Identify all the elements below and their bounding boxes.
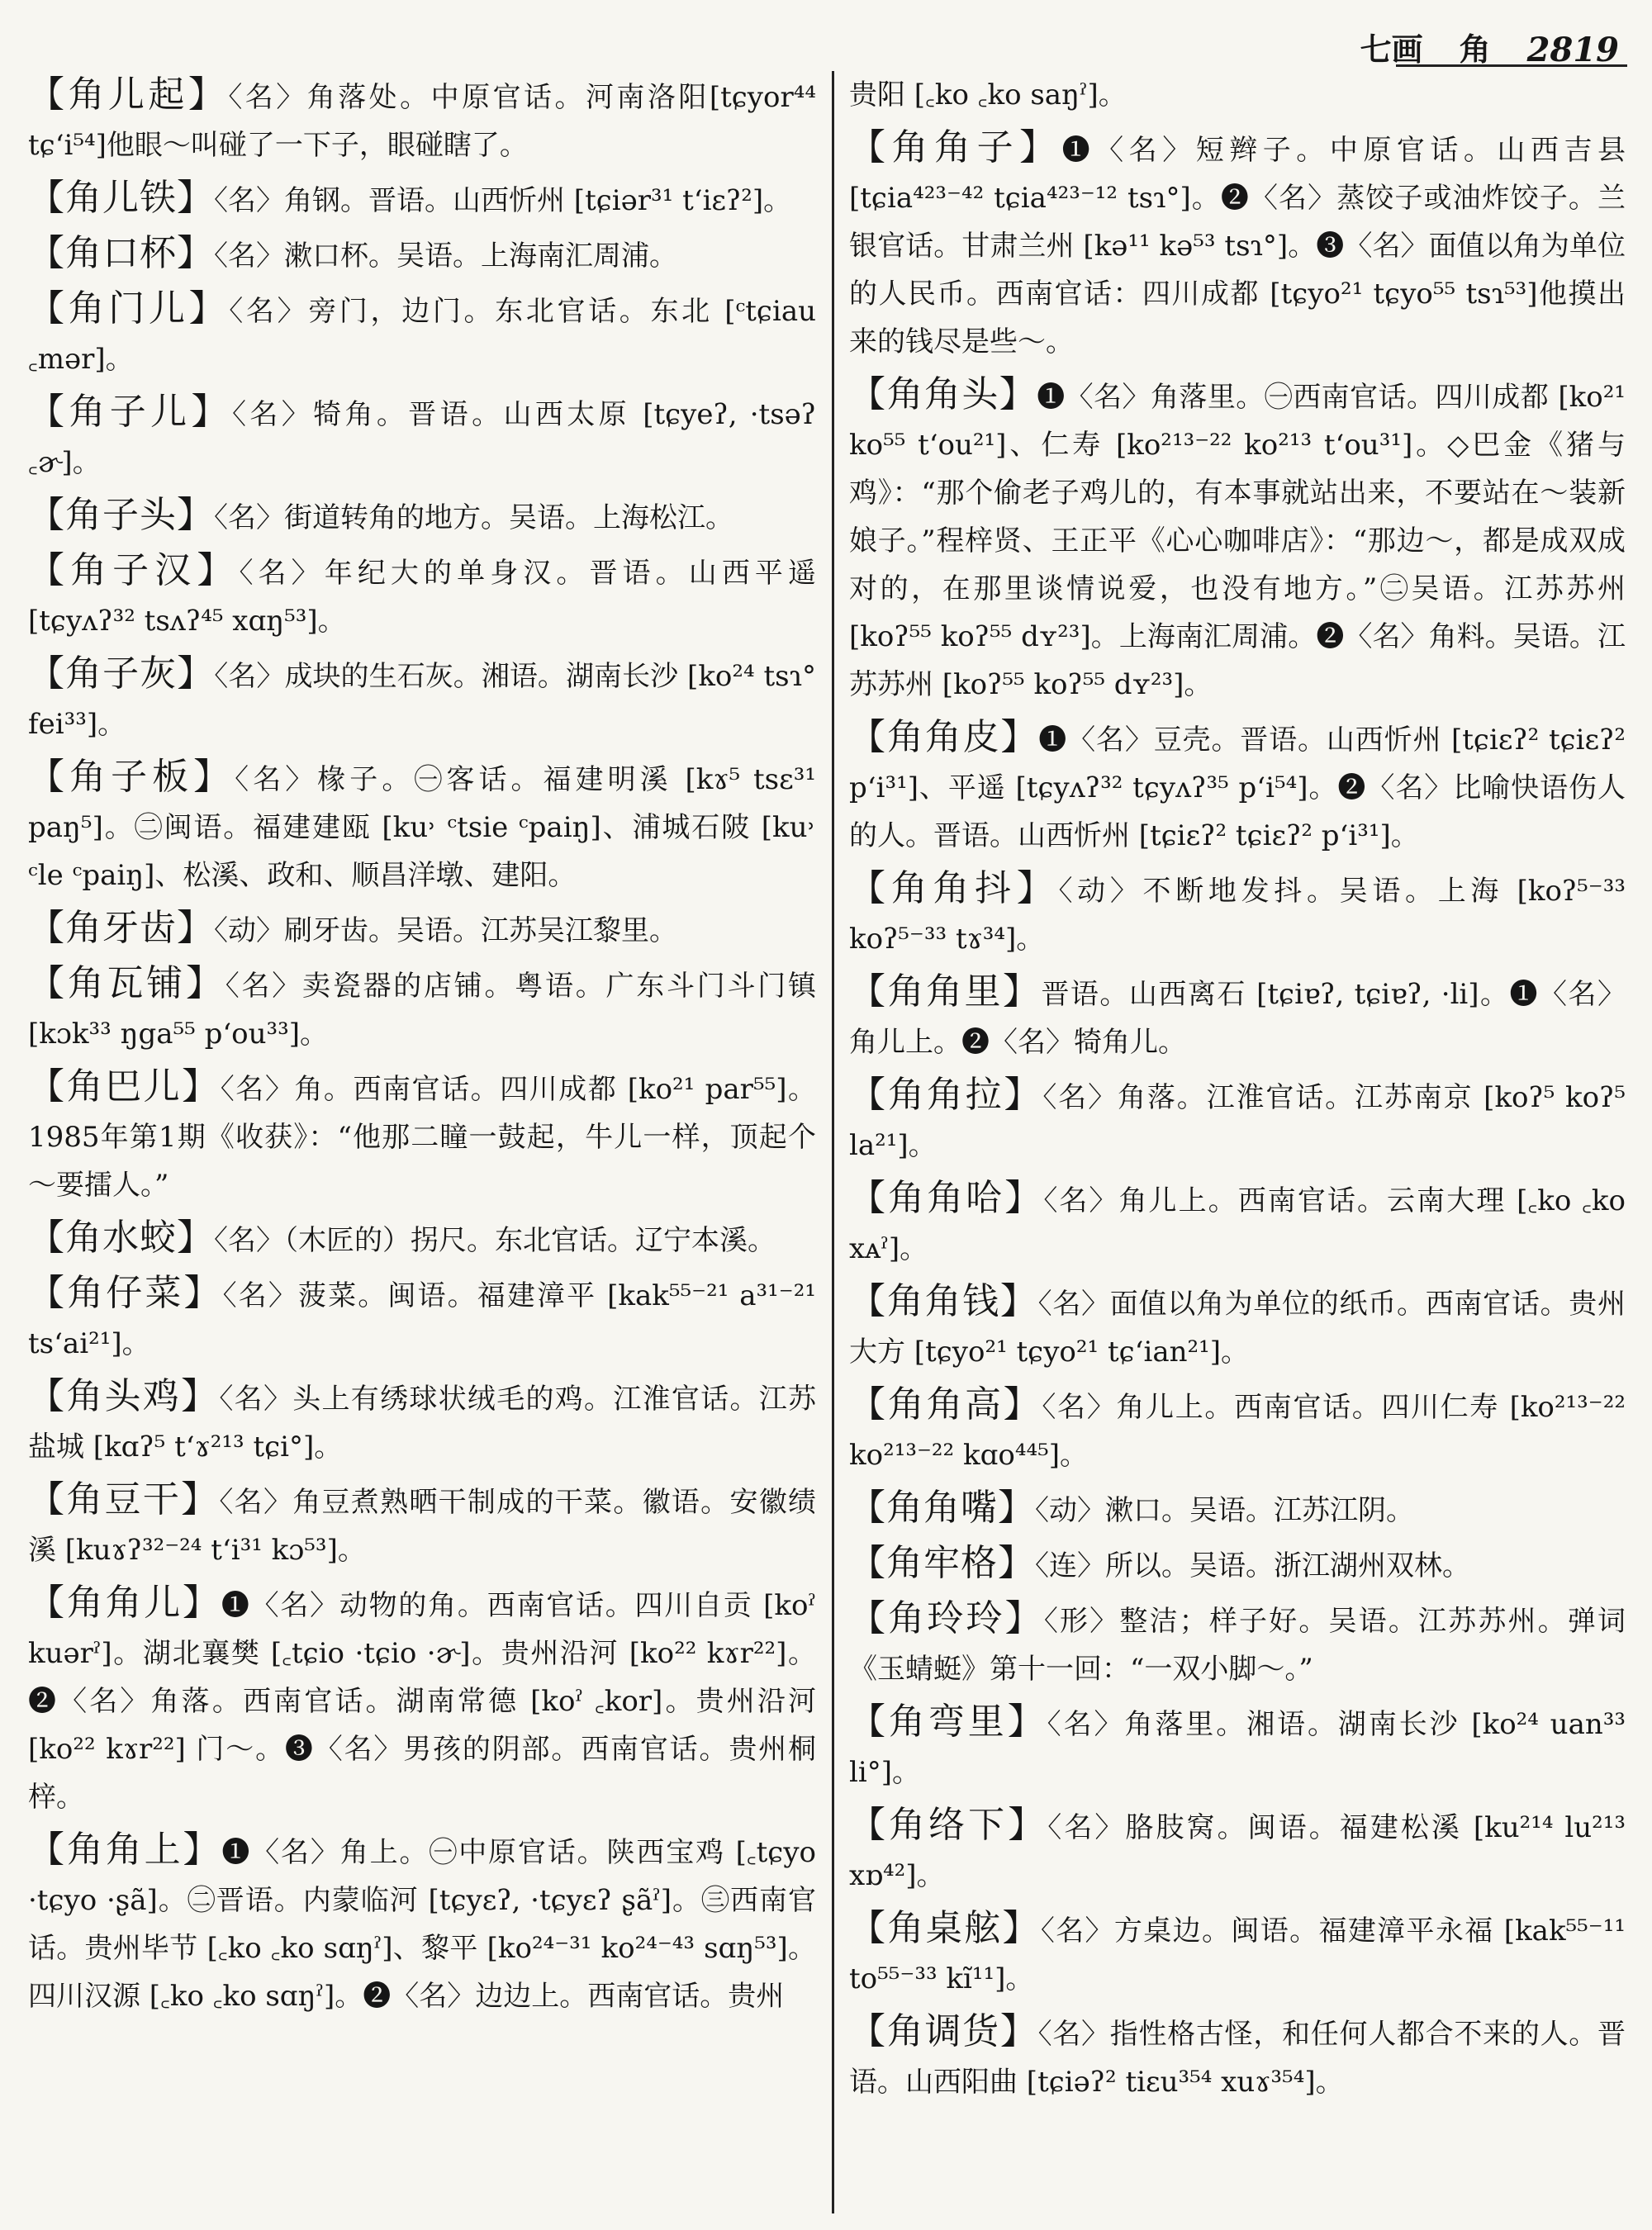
entry-definition: ❶〈名〉角落里。㊀西南官话。四川成都 [ko²¹ ko⁵⁵ tʻou²¹]、仁寿 [ko²¹³⁻²² ko²¹³ tʻou³¹]。◇巴金《猪与鸡》：“那个偷老子鸡儿的，有本事就站出来，不要站在～装新娘子。”程梓贤、王正平《心心咖啡店》：“那边～，都是成双成对的，在那里谈情说爱，也没有地方。”㊁吴语。江苏苏州 [koʔ⁵⁵ koʔ⁵⁵ dʏ²³]。上海南汇周浦。❷〈名〉角料。吴语。江苏苏州 [koʔ⁵⁵ koʔ⁵⁵ dʏ²³]。: [849, 381, 1626, 701]
entry-definition: 晋语。山西离石 [tɕiɐʔ, tɕiɐʔ, ·li]。❶〈名〉角儿上。❷〈名〉犄角儿。: [849, 978, 1626, 1059]
dictionary-entry-continuation: [849, 71, 1626, 119]
entry-headword: 【角巴儿】: [28, 1065, 221, 1108]
entry-headword: 【角角嘴】: [849, 1487, 1035, 1529]
dictionary-entry: [849, 968, 1626, 1066]
entry-headword: 【角角里】: [849, 970, 1042, 1013]
entry-headword: 【角儿铁】: [28, 177, 214, 219]
header-chapter: 七画: [1360, 31, 1423, 68]
entry-definition: 〈名〉漱口杯。吴语。上海南汇周浦。: [214, 240, 677, 273]
dictionary-entry: [849, 1905, 1626, 2003]
dictionary-entry: [849, 1484, 1626, 1535]
entry-headword: 【角子灰】: [28, 652, 215, 695]
entry-definition: 〈名〉头上有绣球状绒毛的鸡。江淮官话。江苏盐城 [kɑʔ⁵ tʻɤ²¹³ tɕi°]。: [28, 1383, 817, 1464]
dictionary-entry: [28, 1826, 816, 2020]
entry-definition: 〈连〉所以。吴语。浙江湖州双林。: [1035, 1549, 1470, 1582]
dictionary-entry: [849, 1698, 1626, 1796]
entry-headword: 【角角头】: [849, 373, 1037, 415]
entry-headword: 【角子汉】: [28, 549, 240, 591]
dictionary-entry: [849, 1595, 1626, 1693]
dictionary-entry: [849, 1278, 1626, 1376]
entry-definition: 〈名〉面值以角为单位的纸币。西南官话。贵州大方 [tɕyo²¹ tɕyo²¹ tɕʻian²¹]。: [849, 1288, 1626, 1369]
dictionary-entry: [28, 650, 816, 748]
entry-headword: 【角口杯】: [28, 232, 214, 274]
entry-definition: 〈动〉不断地发抖。吴语。上海 [koʔ⁵⁻³³ koʔ⁵⁻³³ tɤ³⁴]。: [849, 875, 1626, 956]
entry-definition: 〈名〉角钢。晋语。山西忻州 [tɕiər³¹ tʻiɛʔ²]。: [214, 184, 792, 217]
entry-definition: 〈名〉角儿上。西南官话。云南大理 [꜀ko ꜀ko xᴀˀ]。: [849, 1184, 1626, 1265]
dictionary-entry: [849, 1174, 1626, 1273]
entry-headword: 【角角钱】: [849, 1280, 1038, 1322]
entry-definition: 〈名〉角落。江淮官话。江苏南京 [koʔ⁵ koʔ⁵ la²¹]。: [849, 1081, 1626, 1162]
dictionary-entry: [28, 1579, 816, 1821]
dictionary-entry: [28, 1063, 816, 1209]
entry-definition: 〈名〉方桌边。闽语。福建漳平永福 [kak⁵⁵⁻¹¹ to⁵⁵⁻³³ kĩ¹¹]。: [849, 1914, 1626, 1995]
dictionary-entry: [28, 174, 816, 225]
dictionary-entry: [28, 1269, 816, 1368]
dictionary-entry: [28, 491, 816, 542]
entry-definition: 贵阳 [꜀ko ꜀ko saŋˀ]。: [849, 78, 1127, 112]
entry-definition: 〈名〉旁门，边门。东北官话。东北 [ᶜtɕiau ꜀mər]。: [28, 295, 817, 376]
page-header: [1360, 12, 1619, 69]
dictionary-entry: [28, 71, 816, 169]
entry-definition: ❶〈名〉短辫子。中原官话。山西吉县 [tɕia⁴²³⁻⁴² tɕia⁴²³⁻¹² tsɿ°]。❷〈名〉蒸饺子或油炸饺子。兰银官话。甘肃兰州 [kə¹¹ kə⁵³ tsɿ°]。❸〈名〉面值以角为单位的人民币。西南官话：四川成都 [tɕyo²¹ tɕyo⁵⁵ tsɿ⁵³]他摸出来的钱尽是些～。: [849, 134, 1626, 358]
dictionary-entry: [849, 2008, 1626, 2106]
dictionary-entry: [28, 1476, 816, 1574]
entry-headword: 【角牢格】: [849, 1542, 1035, 1584]
entry-definition: 〈名〉角豆煮熟晒干制成的干菜。徽语。安徽绩溪 [kuɤʔ³²⁻²⁴ tʻi³¹ kɔ⁵³]。: [28, 1486, 817, 1567]
left-column: [28, 71, 816, 2213]
header-char: 角: [1459, 31, 1491, 68]
dictionary-entry: [849, 1801, 1626, 1900]
entry-definition: 〈名〉胳肢窝。闽语。福建松溪 [ku²¹⁴ lu²¹³ xɒ⁴²]。: [849, 1811, 1626, 1892]
header-rule: [1396, 64, 1627, 67]
entry-definition: 〈名〉年纪大的单身汉。晋语。山西平遥 [tɕyʌʔ³² tsʌʔ⁴⁵ xɑŋ⁵³]。: [28, 557, 817, 638]
entry-headword: 【角仔菜】: [28, 1272, 223, 1314]
entry-headword: 【角儿起】: [28, 74, 229, 116]
dictionary-entry: [849, 714, 1626, 860]
entry-headword: 【角调货】: [849, 2010, 1038, 2052]
entry-headword: 【角门儿】: [28, 287, 230, 330]
entry-definition: ❶〈名〉动物的角。西南官话。四川自贡 [koˀ kuərˀ]。湖北襄樊 [꜀tɕio ·tɕio ·ɚ]。贵州沿河 [ko²² kɤr²²]。❷〈名〉角落。西南官话。湖南常德 [koˀ ꜀kor]。贵州沿河 [ko²² kɤr²²] 门～。❸〈名〉男孩的阴部。西南官话。贵州桐梓。: [28, 1589, 816, 1814]
entry-definition: 〈动〉刷牙齿。吴语。江苏吴江黎里。: [214, 914, 677, 947]
entry-headword: 【角角皮】: [849, 716, 1039, 758]
entry-headword: 【角角子】: [849, 126, 1062, 168]
entry-definition: 〈名〉卖瓷器的店铺。粤语。广东斗门斗门镇 [kɔk³³ ŋga⁵⁵ pʻou³³]。: [28, 970, 816, 1051]
right-column: [849, 71, 1626, 2213]
entry-definition: 〈名〉角儿上。西南官话。四川仁寿 [ko²¹³⁻²² ko²¹³⁻²² kɑo⁴⁴⁵]。: [849, 1391, 1626, 1472]
entry-definition: 〈名〉成块的生石灰。湘语。湖南长沙 [ko²⁴ tsɿ° fei³³]。: [28, 660, 817, 741]
entry-definition: 〈名〉菠菜。闽语。福建漳平 [kak⁵⁵⁻²¹ a³¹⁻²¹ tsʻai²¹]。: [28, 1279, 816, 1360]
entry-headword: 【角角拉】: [849, 1074, 1043, 1116]
entry-definition: 〈名〉角。西南官话。四川成都 [ko²¹ par⁵⁵]。1985年第1期《收获》：“他那二瞳一鼓起，牛儿一样，顶起个～要擂人。”: [28, 1073, 817, 1202]
entry-definition: 〈名〉指性格古怪，和任何人都合不来的人。晋语。山西阳曲 [tɕiəʔ² tiɛu³⁵⁴ xuɤ³⁵⁴]。: [849, 2018, 1626, 2099]
dictionary-entry: [28, 904, 816, 955]
dictionary-entry: [28, 230, 816, 280]
dictionary-entry: [28, 388, 816, 486]
entry-headword: 【角玲玲】: [849, 1597, 1044, 1639]
entry-definition: 〈名〉街道转角的地方。吴语。上海松江。: [214, 501, 733, 534]
entry-definition: 〈名〉角落里。湘语。湖南长沙 [ko²⁴ uan³³ li°]。: [849, 1708, 1626, 1789]
entry-definition: 〈名〉角落处。中原官话。河南洛阳[tɕyor⁴⁴ tɕʻi⁵⁴]他眼～叫碰了一下子，眼碰瞎了。: [28, 81, 816, 162]
entry-headword: 【角角抖】: [849, 867, 1059, 909]
entry-headword: 【角牙齿】: [28, 907, 214, 949]
entry-headword: 【角角哈】: [849, 1177, 1044, 1219]
page-number: 2819: [1526, 31, 1619, 69]
entry-headword: 【角子板】: [28, 756, 235, 798]
dictionary-entry: [849, 124, 1626, 366]
dictionary-entry: [28, 285, 816, 383]
entry-headword: 【角水蛟】: [28, 1217, 214, 1259]
dictionary-entry: [28, 1373, 816, 1471]
dictionary-entry: [28, 1214, 816, 1264]
entry-headword: 【角角上】: [28, 1829, 222, 1871]
entry-headword: 【角桌舷】: [849, 1907, 1041, 1949]
entry-headword: 【角络下】: [849, 1804, 1048, 1846]
entry-definition: 〈名〉椽子。㊀客话。福建明溪 [kɤ⁵ tsɛ³¹ paŋ⁵]。㊁闽语。福建建瓯 [ku˒ ᶜtsie ᶜpaiŋ]、浦城石陂 [ku˒ ᶜle ᶜpaiŋ]、松溪、政和、顺昌洋墩、建阳。: [28, 763, 816, 892]
dictionary-entry: [28, 547, 816, 645]
dictionary-entry: [849, 1071, 1626, 1170]
entry-headword: 【角子头】: [28, 494, 214, 536]
column-divider: [832, 71, 834, 2213]
entry-headword: 【角豆干】: [28, 1478, 220, 1521]
entry-headword: 【角头鸡】: [28, 1375, 220, 1417]
dictionary-entry: [849, 865, 1626, 963]
dictionary-entry: [849, 1381, 1626, 1479]
entry-definition: ❶〈名〉豆壳。晋语。山西忻州 [tɕiɛʔ² tɕiɛʔ² pʻi³¹]、平遥 [tɕyʌʔ³² tɕyʌʔ³⁵ pʻi⁵⁴]。❷〈名〉比喻快语伤人的人。晋语。山西忻州 [tɕiɛʔ² tɕiɛʔ² pʻi³¹]。: [849, 724, 1626, 852]
dictionary-entry: [849, 371, 1626, 709]
entry-headword: 【角角高】: [849, 1383, 1042, 1426]
entry-definition: 〈形〉整洁；样子好。吴语。江苏苏州。弹词《玉蜻蜓》第十一回：“一双小脚～。”: [849, 1605, 1626, 1686]
dictionary-entry: [28, 753, 816, 899]
entry-definition: ❶〈名〉角上。㊀中原官话。陕西宝鸡 [꜀tɕyo ·tɕyo ·ʂã]。㊁晋语。内蒙临河 [tɕyɛʔ, ·tɕyɛʔ ʂãˀ]。㊂西南官话。贵州毕节 [꜀ko ꜀ko sɑŋˀ]、黎平 [ko²⁴⁻³¹ ko²⁴⁻⁴³ sɑŋ⁵³]。四川汉源 [꜀ko ꜀ko sɑŋˀ]。❷〈名〉边边上。西南官话。贵州: [28, 1836, 817, 2013]
entry-definition: 〈动〉漱口。吴语。江苏江阴。: [1035, 1494, 1414, 1527]
entry-headword: 【角角儿】: [28, 1582, 221, 1624]
dictionary-entry: [28, 960, 816, 1058]
entry-definition: 〈名〉犄角。晋语。山西太原 [tɕyeʔ, ·tsəʔ ꜀ɚ]。: [28, 398, 817, 479]
entry-definition: 〈名〉（木匠的）拐尺。东北官话。辽宁本溪。: [214, 1224, 776, 1257]
entry-headword: 【角瓦铺】: [28, 962, 225, 1004]
entry-headword: 【角子儿】: [28, 391, 232, 433]
dictionary-entry: [849, 1540, 1626, 1590]
entry-headword: 【角弯里】: [849, 1701, 1047, 1743]
